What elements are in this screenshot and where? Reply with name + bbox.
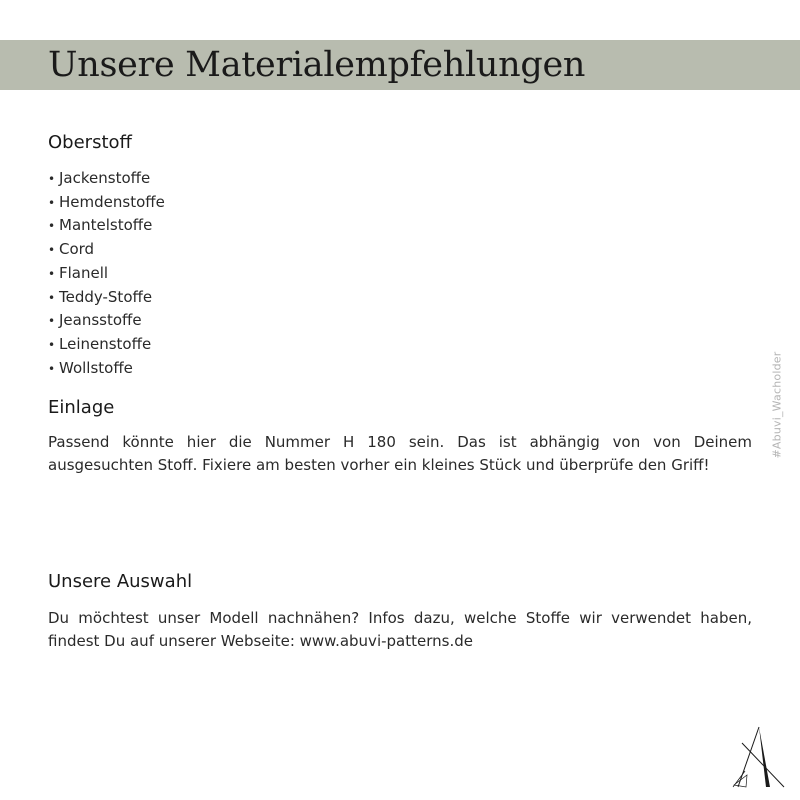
title-band bbox=[0, 40, 800, 90]
list-item: • Jackenstoffe bbox=[48, 167, 165, 191]
list-item: • Cord bbox=[48, 238, 165, 262]
einlage-paragraph: Passend könnte hier die Nummer H 180 sein. Das ist abhängig von von Deinem ausgesuchten Stoff. Fixiere am besten vorher ein kleines Stück und überprüfe den Griff! bbox=[48, 433, 752, 474]
material-list bbox=[48, 167, 165, 380]
list-item: • Leinenstoffe bbox=[48, 333, 165, 357]
section-heading-einlage: Einlage bbox=[48, 397, 115, 418]
logo-svg bbox=[730, 725, 786, 789]
auswahl-paragraph: Du möchtest unser Modell nachnähen? Infos dazu, welche Stoffe wir verwendet haben, findest Du auf unserer Webseite: www.abuvi-patterns.de bbox=[48, 609, 752, 650]
list-item: • Wollstoffe bbox=[48, 357, 165, 381]
list-item: • Mantelstoffe bbox=[48, 214, 165, 238]
list-item: • Jeansstoffe bbox=[48, 309, 165, 333]
side-hashtag: #Abuvi_Wacholder bbox=[770, 351, 784, 459]
section-heading-auswahl: Unsere Auswahl bbox=[48, 571, 193, 592]
list-item: • Flanell bbox=[48, 262, 165, 286]
list-item: • Hemdenstoffe bbox=[48, 191, 165, 215]
abuvi-a-logo-icon bbox=[730, 725, 786, 789]
section-heading-oberstoff: Oberstoff bbox=[48, 132, 132, 153]
list-item: • Teddy-Stoffe bbox=[48, 286, 165, 310]
page-title: Unsere Materialempfehlungen bbox=[48, 45, 586, 85]
